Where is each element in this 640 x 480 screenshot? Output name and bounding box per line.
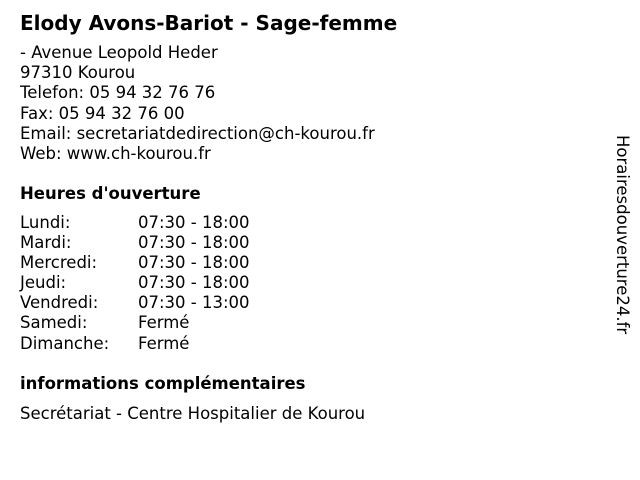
time-value: Fermé: [138, 333, 190, 353]
additional-info-heading: informations complémentaires: [20, 374, 306, 393]
business-title: Elody Avons-Bariot - Sage-femme: [20, 11, 398, 35]
hours-row-thursday: [20, 273, 320, 293]
hours-row-monday: [20, 213, 320, 233]
time-value: 07:30 - 18:00: [138, 253, 250, 273]
time-value: Fermé: [138, 313, 190, 333]
time-value: 07:30 - 13:00: [138, 293, 250, 313]
day-label: Vendredi:: [20, 293, 99, 313]
phone-number[interactable]: Telefon: 05 94 32 76 76: [20, 83, 216, 103]
opening-hours-list: [20, 213, 320, 354]
hours-row-saturday: [20, 313, 320, 333]
time-value: 07:30 - 18:00: [138, 213, 250, 232]
day-label: Jeudi:: [20, 273, 67, 293]
day-label: Mercredi:: [20, 253, 98, 273]
email-address[interactable]: Email: secretariatdedirection@ch-kourou.fr: [20, 123, 375, 143]
contact-block: [20, 43, 375, 164]
day-label: Lundi:: [20, 213, 71, 232]
day-label: Samedi:: [20, 313, 88, 333]
website-link[interactable]: Web: www.ch-kourou.fr: [20, 144, 211, 164]
hours-row-wednesday: [20, 253, 320, 273]
additional-info-text: Secrétariat - Centre Hospitalier de Kourou: [20, 404, 366, 423]
city-postal: 97310 Kourou: [20, 63, 136, 83]
fax-number: Fax: 05 94 32 76 00: [20, 103, 185, 123]
hours-row-friday: [20, 293, 320, 313]
day-label: Mardi:: [20, 233, 72, 253]
hours-row-tuesday: [20, 233, 320, 253]
time-value: 07:30 - 18:00: [138, 233, 250, 253]
time-value: 07:30 - 18:00: [138, 273, 250, 293]
day-label: Dimanche:: [20, 333, 110, 353]
hours-row-sunday: [20, 334, 320, 354]
street-address: - Avenue Leopold Heder: [20, 43, 218, 62]
site-brand-vertical: Horairesdouverture24.fr: [613, 135, 632, 335]
opening-hours-heading: Heures d'ouverture: [20, 184, 201, 203]
